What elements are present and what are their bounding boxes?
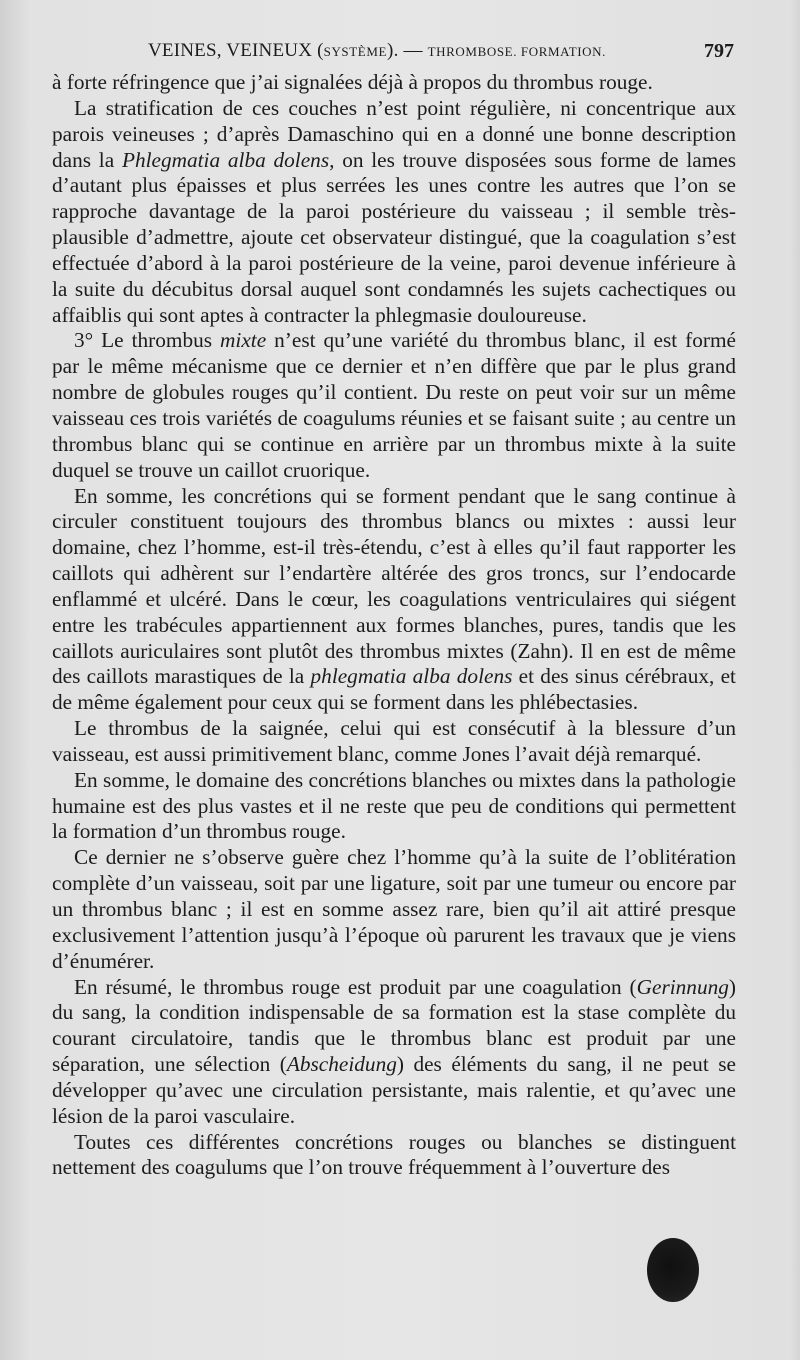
body-text xyxy=(52,70,736,1181)
italic-term: Phlegmatia alba dolens, xyxy=(121,147,335,172)
paragraph: En somme, le domaine des concrétions blanches ou mixtes dans la pathologie humaine est des plus vastes et il ne reste que peu de conditions qui permettent la formation d’un thrombus rouge. xyxy=(52,767,736,844)
paragraph: Toutes ces différentes concrétions rouges ou blanches se distinguent nettement des coagulums que l’on trouve fréquemment à l’ouverture des xyxy=(52,1129,736,1180)
paragraph: En résumé, le thrombus rouge est produit par une coagulation (Gerinnung) du sang, la condition indispensable de sa formation est la stase complète du courant circulatoire, tandis que le thrombus blanc est produit par une séparation, une sélection (Abscheidung) des éléments du sang, il ne peut se développer qu’avec une circulation persistante, mais ralentie, et qu’avec une lésion de la paroi vasculaire. xyxy=(52,974,736,1128)
running-head-section: THROMBOSE. FORMATION. xyxy=(427,44,606,59)
paragraph: Le thrombus de la saignée, celui qui est consécutif à la blessure d’un vaisseau, est aussi primitivement blanc, comme Jones l’avait déjà remarqué. xyxy=(52,716,736,766)
running-head-text: VEINES, VEINEUX ( xyxy=(148,40,324,61)
paragraph: La stratification de ces couches n’est point régulière, ni concentrique aux parois veineuses ; d’après Damaschino qui en a donné une bonne description dans la Phlegmatia alba dolens, on les trouve disposées sous forme de lames d’autant plus épaisses et plus serrées les unes contre les autres que l’on se rapproche davantage de la paroi postérieure du vaisseau ; il semble très-plausible d’admettre, ajoute cet observateur distingué, que la coagulation s’est effectuée d’abord à la paroi postérieure de la veine, paroi devenue inférieure à la suite du décubitus dorsal auquel sont condamnés les sujets cachectiques ou affaiblis qui sont aptes à contracter la phlegmasie douloureuse. xyxy=(52,95,737,327)
paragraph: à forte réfringence que j’ai signalées déjà à propos du thrombus rouge. xyxy=(52,70,653,94)
ink-blot xyxy=(647,1238,699,1302)
italic-term: Abscheidung xyxy=(286,1052,397,1077)
running-head-smallcaps: SYSTÈME xyxy=(323,44,388,59)
paragraph: Ce dernier ne s’observe guère chez l’homme qu’à la suite de l’oblitération complète d’un vaisseau, soit par une ligature, soit par une tumeur ou encore par un thrombus blanc ; il est en somme assez rare, bien qu’il ait attiré presque exclusivement l’attention jusqu’à l’époque où parurent les travaux que je viens d’énumérer. xyxy=(52,845,736,973)
page-number: 797 xyxy=(704,40,734,62)
running-head xyxy=(148,40,606,62)
running-head-separator: ). — xyxy=(387,40,428,61)
italic-term: mixte xyxy=(220,328,267,353)
paragraph: En somme, les concrétions qui se forment pendant que le sang continue à circuler constituent toujours des thrombus blancs ou mixtes : aussi leur domaine, chez l’homme, est-il très-étendu, c’est à elles qu’il faut rapporter les caillots qui adhèrent sur l’endartère altérée des gros troncs, sur l’endocarde enflammé et ulcéré. Dans le cœur, les coagulations ventriculaires qui siégent entre les trabécules appartiennent aux formes blanches, pures, tandis que les caillots auriculaires sont plutôt des thrombus mixtes (Zahn). Il en est de même des caillots marastiques de la phlegmatia alba dolens et des sinus cérébraux, et de même également pour ceux qui se forment dans les phlébectasies. xyxy=(52,483,736,715)
italic-term: Gerinnung xyxy=(636,974,729,999)
paragraph: 3° Le thrombus mixte n’est qu’une variété du thrombus blanc, il est formé par le même mécanisme que ce dernier et n’en diffère que par le plus grand nombre de globules rouges qu’il contient. Du reste on peut voir sur un même vaisseau ces trois variétés de coagulums réunies et se faisant suite ; au centre un thrombus blanc qui se continue en arrière par un thrombus mixte à la suite duquel se trouve un caillot cruorique. xyxy=(52,328,736,482)
italic-term: phlegmatia alba dolens xyxy=(310,664,513,689)
page-header xyxy=(52,38,736,68)
